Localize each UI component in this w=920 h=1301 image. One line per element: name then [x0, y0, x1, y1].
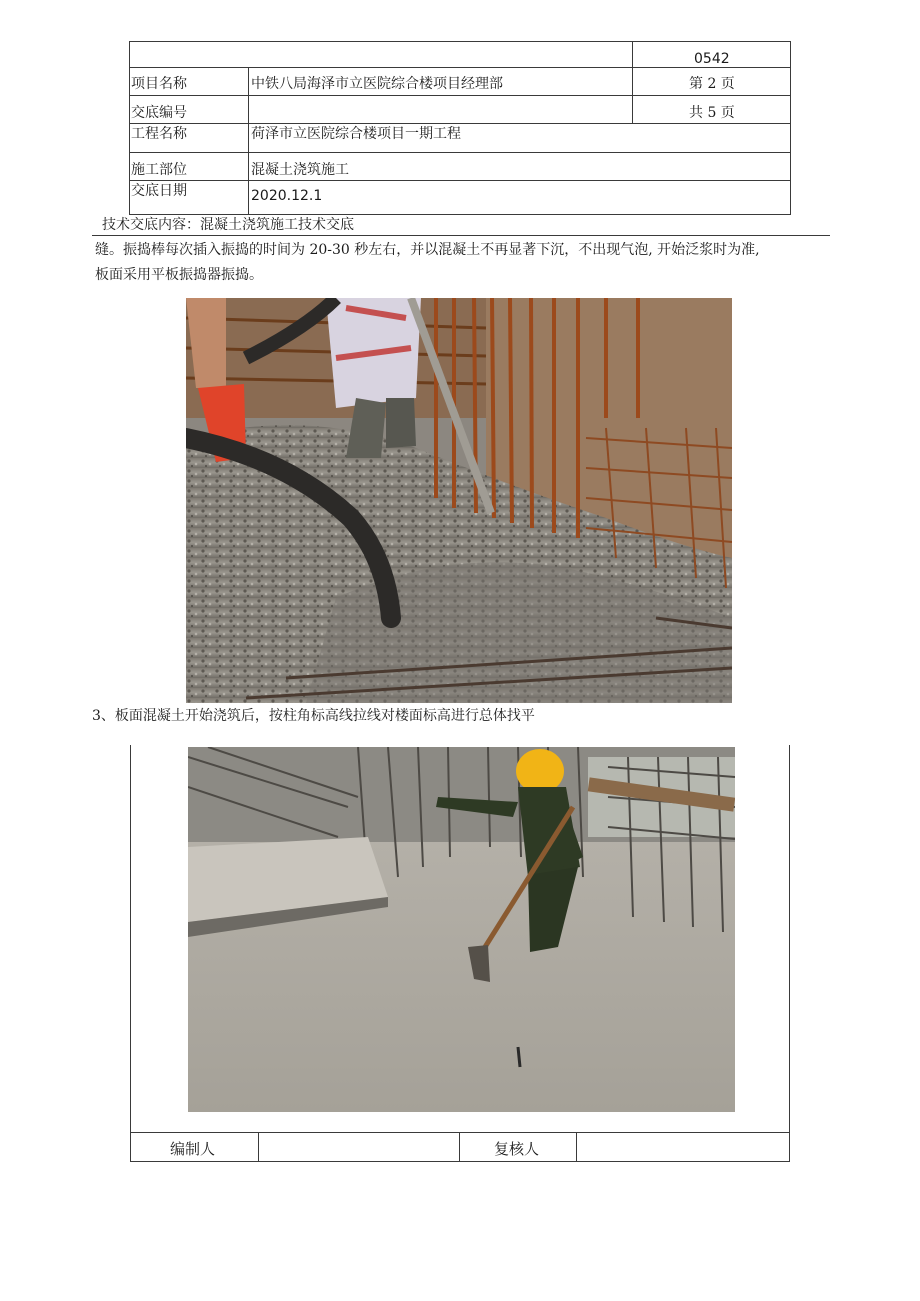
paragraph-line-1: 缝。振捣棒每次插入振捣的时间为 20-30 秒左右，并以混凝土不再显著下沉，不出现气泡, 开始泛浆时为准, [95, 242, 760, 258]
concrete-pouring-photo [186, 298, 732, 703]
total-pages: 共 5 页 [689, 105, 735, 121]
date-label: 交底日期 [131, 183, 187, 199]
doc-number: 0542 [694, 51, 730, 67]
date-value: 2020.12.1 [251, 188, 323, 204]
lower-frame-left [130, 745, 131, 1162]
location-value: 混凝土浇筑施工 [251, 162, 349, 178]
concrete-pouring-illustration [186, 298, 732, 703]
engineering-name-label: 工程名称 [131, 126, 187, 142]
concrete-leveling-photo [188, 747, 735, 1112]
compiler-label: 编制人 [170, 1140, 216, 1158]
project-name-value: 中铁八局海泽市立医院综合楼项目经理部 [251, 76, 503, 92]
project-name-label: 项目名称 [131, 76, 187, 92]
content-title: 技术交底内容：混凝土浇筑施工技术交底 [102, 217, 354, 233]
location-label: 施工部位 [131, 162, 187, 178]
concrete-leveling-illustration [188, 747, 735, 1112]
paragraph-line-2: 板面采用平板振捣器振捣。 [95, 267, 263, 283]
content-divider [92, 235, 830, 236]
lower-frame-right [789, 745, 790, 1162]
step-3-text: 3、板面混凝土开始浇筑后，按柱角标高线拉线对楼面标高进行总体找平 [92, 708, 535, 724]
reviewer-label: 复核人 [494, 1140, 540, 1158]
page-number: 第 2 页 [689, 76, 735, 92]
paragraph-vibration [95, 238, 835, 288]
briefing-no-label: 交底编号 [131, 105, 187, 121]
engineering-name-value: 荷泽市立医院综合楼项目一期工程 [251, 126, 461, 142]
